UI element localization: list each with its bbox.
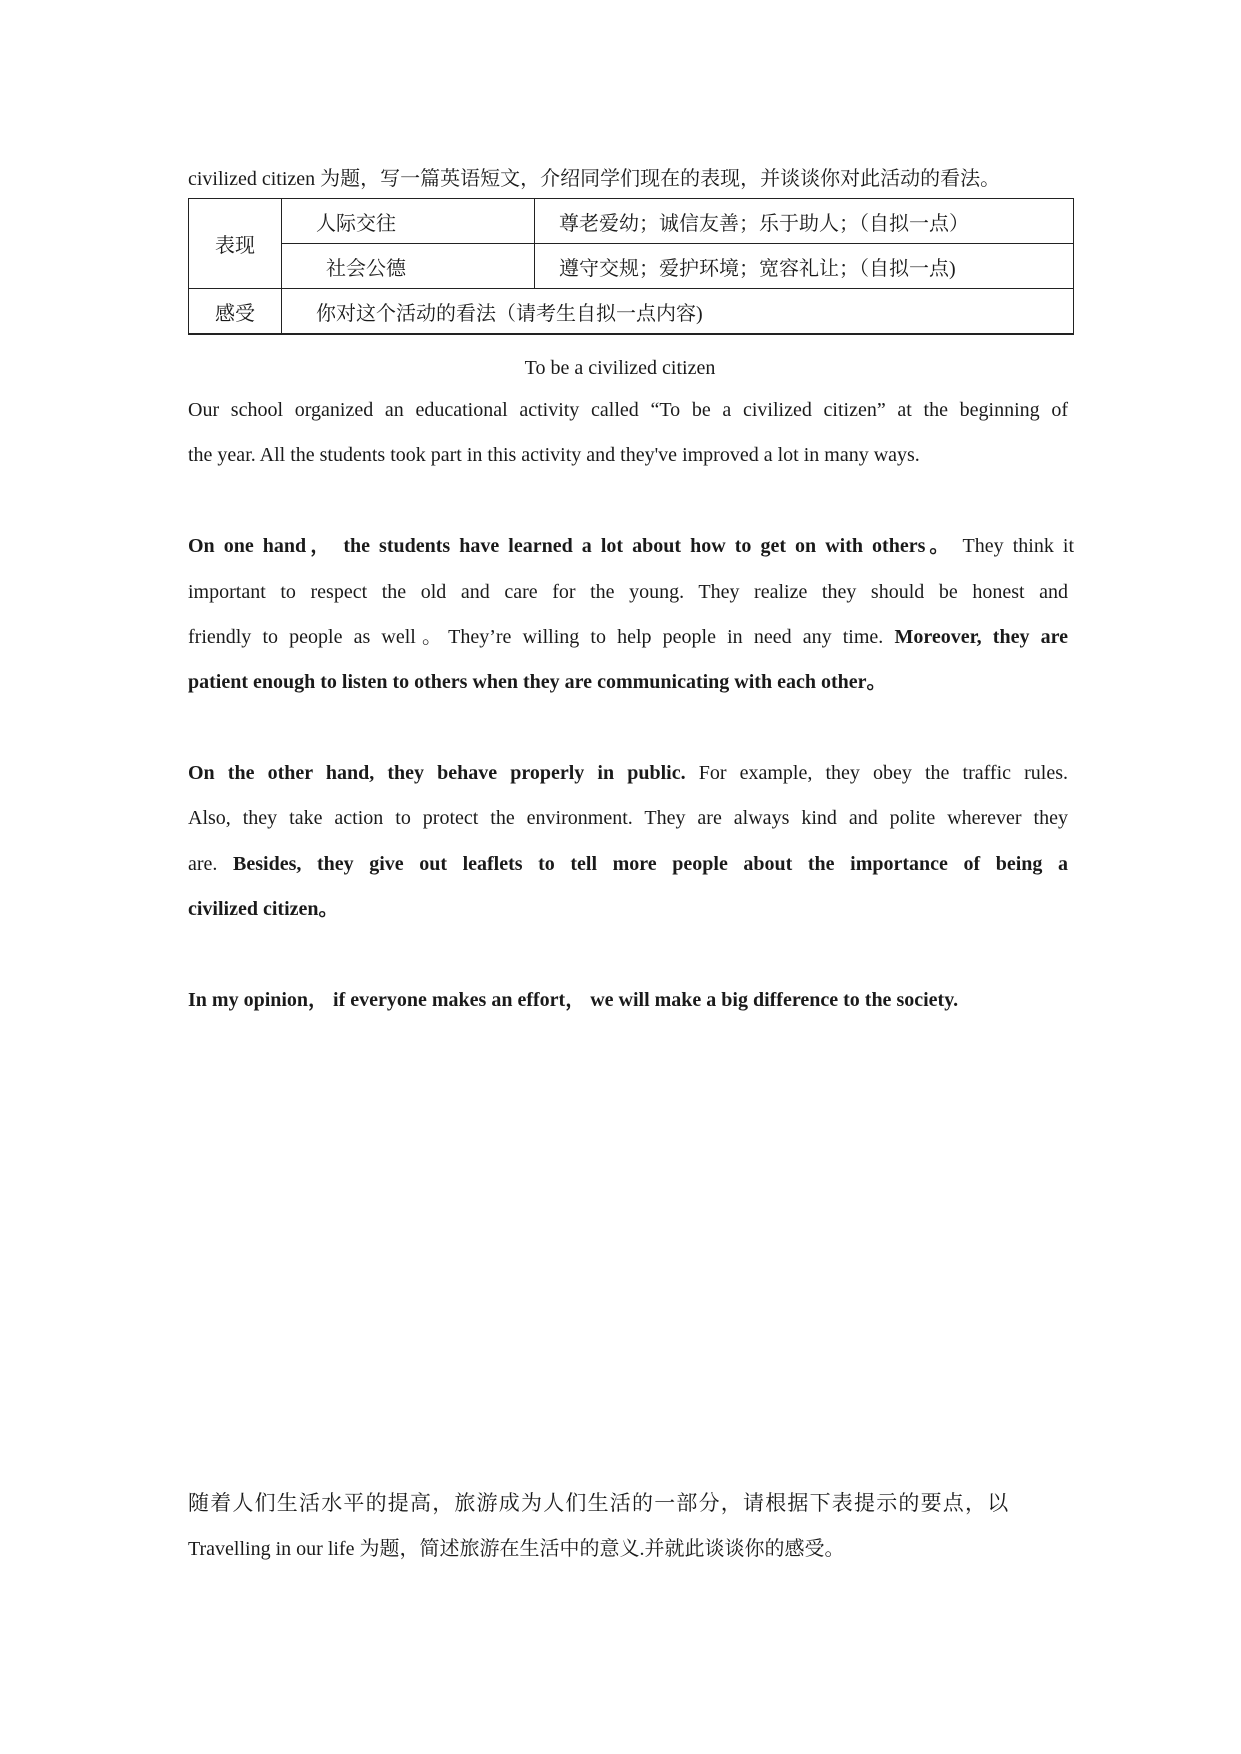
essay-p1-line2: the year. All the students took part in this activity and they've improved a lot in many ways. bbox=[188, 444, 920, 466]
essay-p2-line1-rest: They think it bbox=[953, 535, 1074, 557]
essay-p2-line3-bold: Moreover, they are bbox=[894, 626, 1068, 648]
sub-social-ethics: 社会公德 bbox=[282, 244, 535, 289]
essay-p3-line2: Also, they take action to protect the environment. They are always kind and polite wherever they bbox=[188, 807, 1068, 829]
next-task-line2: Travelling in our life 为题，简述旅游在生活中的意义.并就此谈谈你的感受。 bbox=[188, 1538, 845, 1560]
essay-p3-line1-rest: For example, they obey the traffic rules. bbox=[685, 762, 1069, 784]
task-requirements-table bbox=[188, 198, 1074, 335]
essay-p3-line3-plain: are. bbox=[188, 853, 234, 875]
essay-p3-topic-sentence: On the other hand, they behave properly in public. bbox=[188, 762, 686, 784]
sub-interpersonal: 人际交往 bbox=[282, 199, 535, 244]
essay-p2-line3-plain: friendly to people as well。They’re willing to help people in need any time. bbox=[188, 626, 895, 648]
essay-p3-line3-bold: Besides, they give out leaflets to tell more people about the importance of being a bbox=[233, 853, 1068, 875]
essay-title: To be a civilized citizen bbox=[524, 357, 716, 379]
essay-p4-conclusion: In my opinion， if everyone makes an effort， we will make a big difference to the society. bbox=[188, 989, 959, 1011]
essay-p4-line1 bbox=[188, 988, 1068, 1012]
category-feelings: 感受 bbox=[189, 289, 282, 335]
essay-p2-line4-bold: patient enough to listen to others when they are communicating with each other。 bbox=[188, 671, 887, 693]
essay-p2-topic-sentence: On one hand， the students have learned a lot about how to get on with others。 bbox=[188, 535, 954, 557]
essay-p3-line4-bold: civilized citizen。 bbox=[188, 898, 339, 920]
essay-p3-line1 bbox=[188, 761, 1068, 785]
essay-p2-line3 bbox=[188, 625, 1068, 649]
content-social-ethics: 遵守交规；爱护环境；宽容礼让；（自拟一点) bbox=[535, 244, 1074, 289]
essay-p1-line1: Our school organized an educational activity called “To be a civilized citizen” at the beginning of bbox=[188, 399, 1068, 421]
task-intro-line: civilized citizen 为题，写一篇英语短文，介绍同学们现在的表现，并谈谈你对此活动的看法。 bbox=[188, 168, 1001, 190]
essay-p3-line4 bbox=[188, 897, 1068, 921]
essay-p2-line4 bbox=[188, 670, 1068, 694]
essay-p2-line1 bbox=[188, 534, 1074, 558]
essay-p2-line2: important to respect the old and care for the young. They realize they should be honest and bbox=[188, 581, 1068, 603]
content-interpersonal: 尊老爱幼；诚信友善；乐于助人；（自拟一点） bbox=[535, 199, 1074, 244]
next-task-line1: 随着人们生活水平的提高，旅游成为人们生活的一部分，请根据下表提示的要点，以 bbox=[188, 1491, 1010, 1515]
essay-p3-line3 bbox=[188, 852, 1068, 876]
category-performance: 表现 bbox=[189, 199, 282, 289]
content-feelings: 你对这个活动的看法（请考生自拟一点内容) bbox=[282, 289, 1074, 335]
